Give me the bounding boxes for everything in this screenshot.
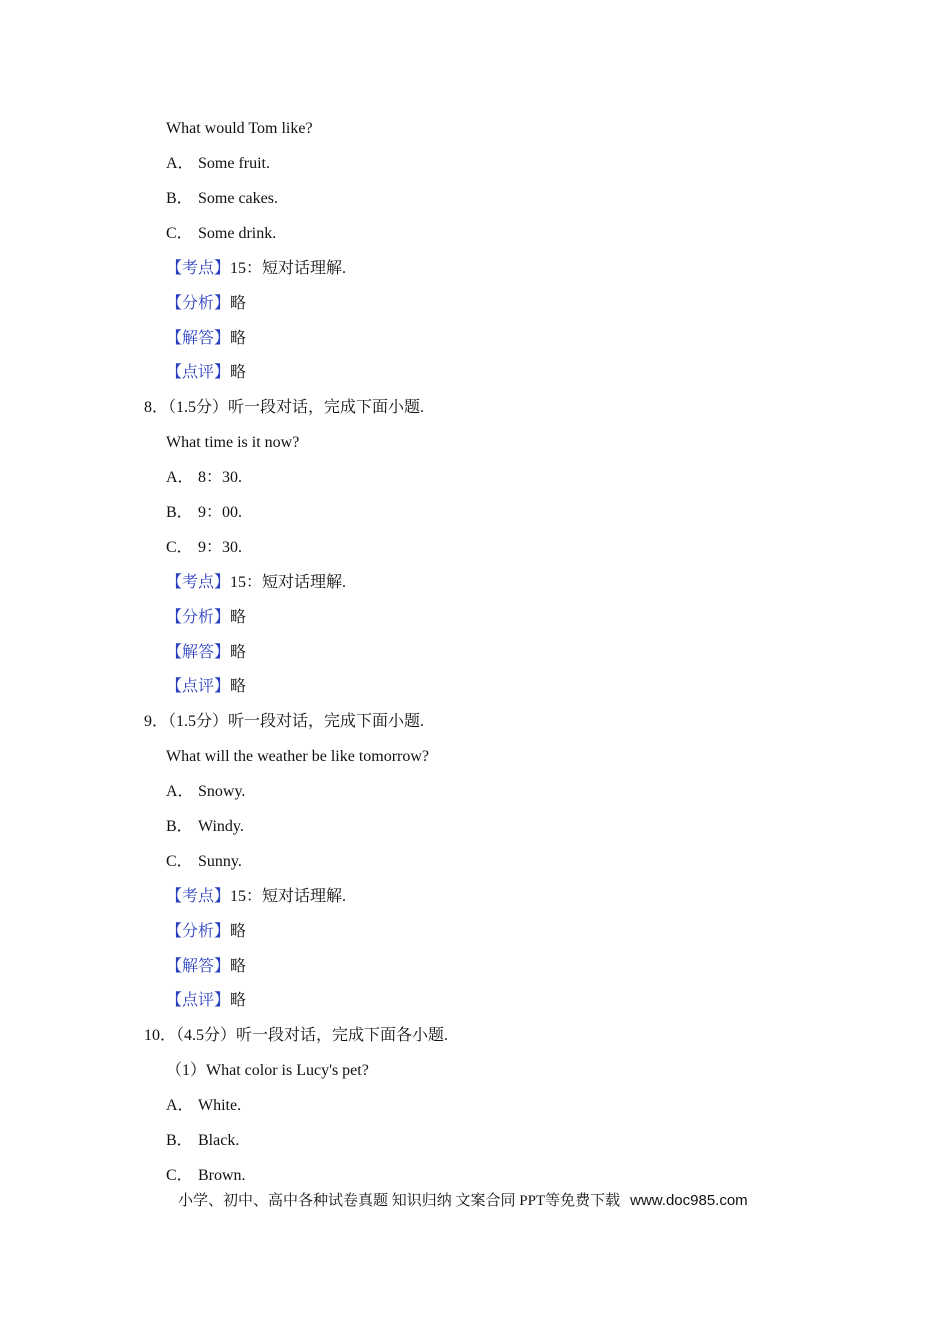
fenxi-line: 【分析】略 [166,609,247,626]
question-header: 9．（1.5分）听一段对话，完成下面小题. [144,713,425,730]
question-text: What would Tom like? [166,120,313,137]
dianping-line: 【点评】略 [166,364,247,381]
question-text: （1）What color is Lucy's pet? [166,1062,369,1079]
option-a: A． Some fruit. [166,155,270,172]
option-a: A． Snowy. [166,783,246,800]
fenxi-line: 【分析】略 [166,923,247,940]
fenxi-line: 【分析】略 [166,295,247,312]
question-header: 10．（4.5分）听一段对话，完成下面各小题. [144,1027,449,1044]
question-text: What time is it now? [166,434,300,451]
option-b: B． Windy. [166,818,244,835]
option-a: A． 8：30. [166,469,243,486]
footer-url[interactable]: www.doc985.com [630,1192,748,1209]
option-c: C． Brown. [166,1167,246,1184]
kaodian-line: 【考点】15：短对话理解. [166,888,347,905]
option-a: A． White. [166,1097,242,1114]
kaodian-line: 【考点】15：短对话理解. [166,260,347,277]
option-c: C． Sunny. [166,853,242,870]
option-c: C． 9：30. [166,539,243,556]
question-header: 8．（1.5分）听一段对话，完成下面小题. [144,399,425,416]
kaodian-line: 【考点】15：短对话理解. [166,574,347,591]
footer-text: 小学、初中、高中各种试卷真题 知识归纳 文案合同 PPT等免费下载 [178,1193,621,1209]
jieda-line: 【解答】略 [166,644,247,661]
option-b: B． Black. [166,1132,240,1149]
option-c: C． Some drink. [166,225,277,242]
question-text: What will the weather be like tomorrow? [166,748,430,765]
jieda-line: 【解答】略 [166,330,247,347]
jieda-line: 【解答】略 [166,958,247,975]
option-b: B． Some cakes. [166,190,278,207]
dianping-line: 【点评】略 [166,678,247,695]
dianping-line: 【点评】略 [166,992,247,1009]
option-b: B． 9：00. [166,504,243,521]
page-footer [178,1191,748,1211]
